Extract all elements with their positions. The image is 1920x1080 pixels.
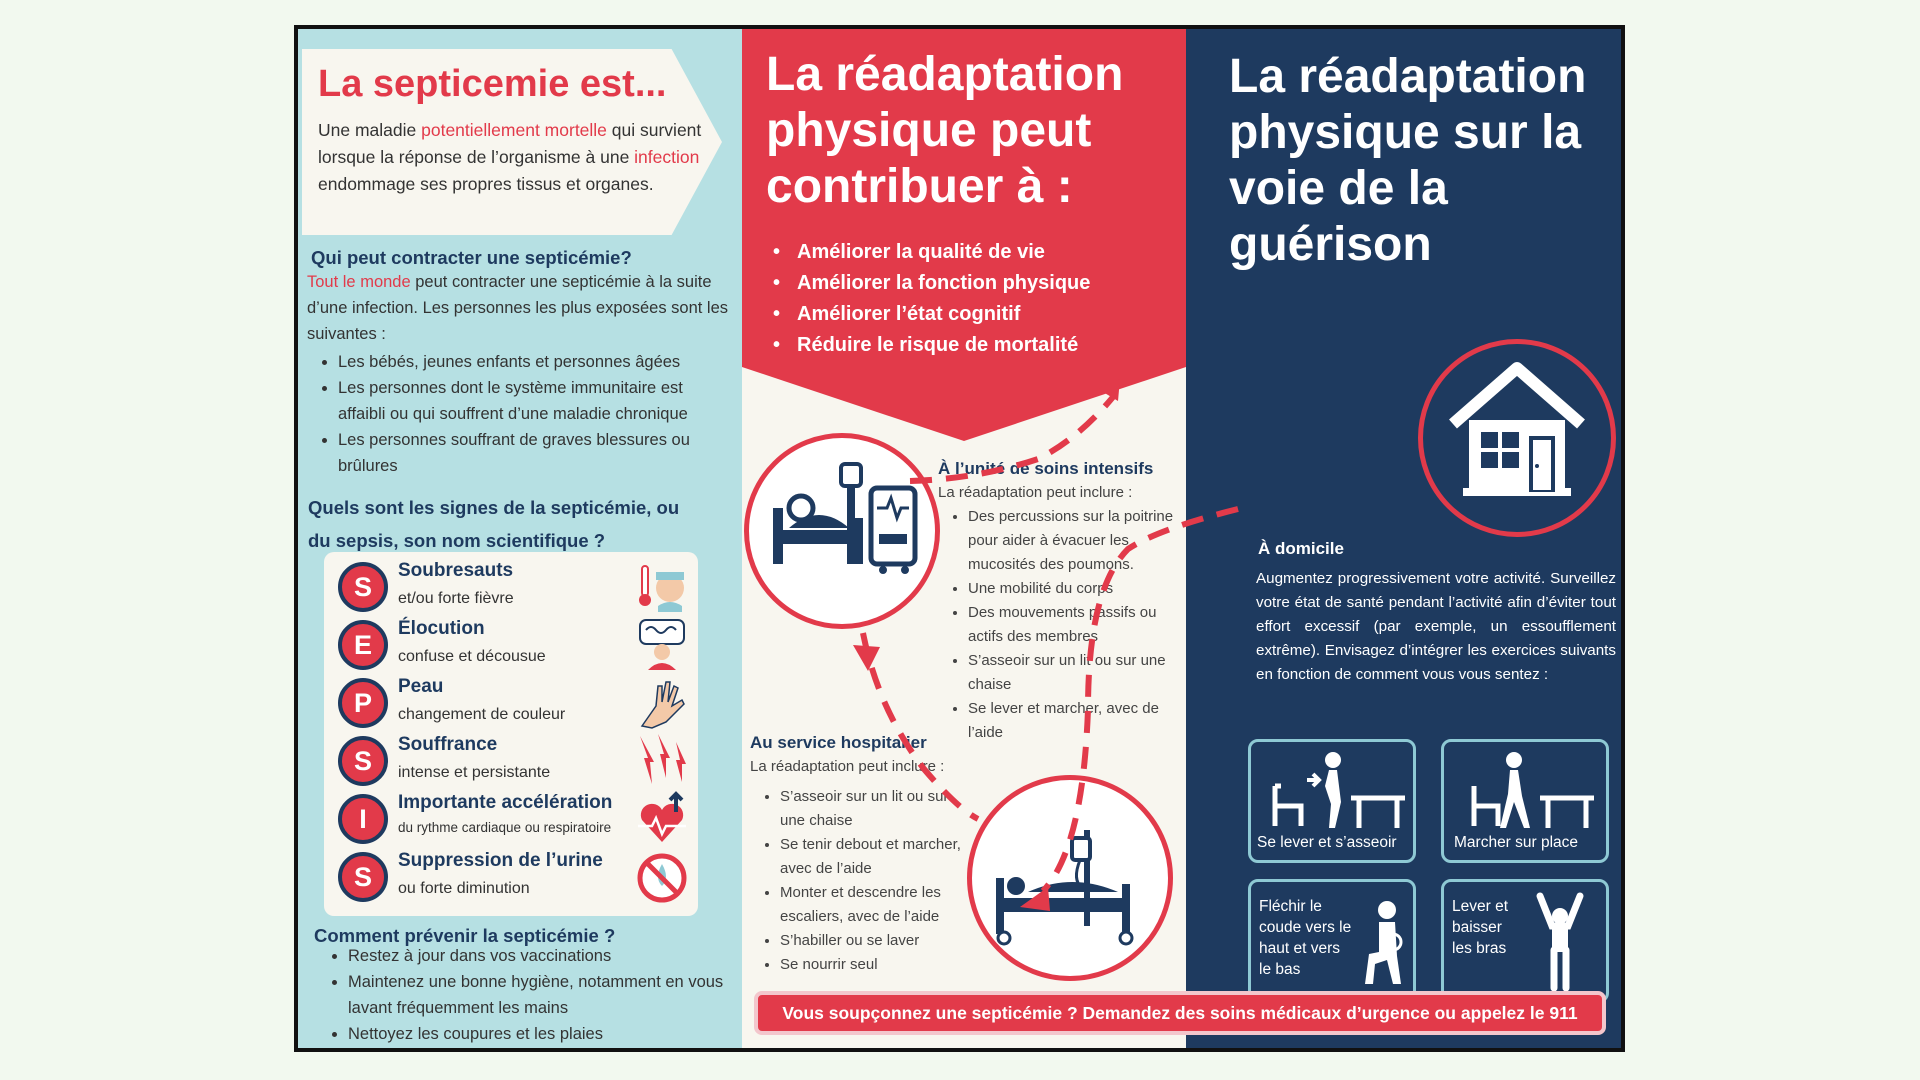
exercise-label: Lever et baisser les bras <box>1452 898 1509 957</box>
sepsis-subtitle: confuse et décousue <box>398 648 546 665</box>
benefit-item: • Améliorer l’état cognitif <box>797 299 1090 330</box>
exercise-label: Fléchir le coude vers le haut et vers le bas <box>1259 898 1352 978</box>
exercise-label: Se lever et s’asseoir <box>1257 834 1397 851</box>
list-item: • Restez à jour dans vos vaccinations <box>348 943 735 969</box>
list-item: • S’asseoir sur un lit ou sur une chaise <box>780 785 966 833</box>
list-item: • Se tenir debout et marcher, avec de l’aide <box>780 833 966 881</box>
benefit-item: • Améliorer la qualité de vie <box>797 237 1090 268</box>
sepsis-letter: P <box>338 678 388 728</box>
home-heading: À domicile <box>1258 539 1344 558</box>
sepsis-subtitle: et/ou forte fièvre <box>398 590 514 607</box>
sepsis-letter: E <box>338 620 388 670</box>
list-item: • Des percussions sur la poitrine pour aider à évacuer les mucosités des poumons. <box>968 505 1182 577</box>
journey-path <box>298 29 1625 1052</box>
definition-text: Une maladie potentiellement mortelle qui survient lorsque la réponse de l’organisme à une infection endommage ses propres tissus et organes. <box>318 120 702 194</box>
ward-heading: Au service hospitalier <box>750 733 927 752</box>
list-item: • Les bébés, jeunes enfants et personnes âgées <box>338 349 730 375</box>
icu-intro: La réadaptation peut inclure : <box>938 484 1133 501</box>
sepsis-letter: I <box>338 794 388 844</box>
sepsis-title: Élocution <box>398 618 485 639</box>
who-text: Tout le monde peut contracter une septicémie à la suite d’une infection. Les personnes les plus exposées sont les suivantes : <box>307 273 729 343</box>
list-item: • Se lever et marcher, avec de l’aide <box>968 697 1182 745</box>
ward-intro: La réadaptation peut inclure : <box>750 758 945 775</box>
sepsis-title: Soubresauts <box>398 560 514 581</box>
sepsis-subtitle: ou forte diminution <box>398 880 530 897</box>
sepsis-title: Importante accélération <box>398 792 613 813</box>
sepsis-title: Souffrance <box>398 734 498 755</box>
sepsis-subtitle: du rythme cardiaque ou respiratoire <box>398 820 612 835</box>
list-item: • Une mobilité du corps <box>968 577 1182 601</box>
sepsis-letter: S <box>338 736 388 786</box>
list-item: • Se nourrir seul <box>780 953 966 977</box>
list-item: • Monter et descendre les escaliers, avec de l’aide <box>780 881 966 929</box>
who-heading: Qui peut contracter une septicémie? <box>311 247 632 268</box>
list-item: • Les personnes dont le système immunitaire est affaibli ou qui souffrent d’une maladie chronique <box>338 375 730 427</box>
benefit-item: • Améliorer la fonction physique <box>797 268 1090 299</box>
list-item: • Maintenez une bonne hygiène, notamment en vous lavant fréquemment les mains <box>348 969 735 1021</box>
prevent-heading: Comment prévenir la septicémie ? <box>314 925 616 946</box>
list-item: • Des mouvements passifs ou actifs des membres <box>968 601 1182 649</box>
signs-heading-1: Quels sont les signes de la septicémie, ou <box>308 497 680 518</box>
sepsis-letter: S <box>338 562 388 612</box>
home-text: Augmentez progressivement votre activité. Surveillez votre état de santé pendant l’activité afin d’éviter tout effort excessif (par exemple, un essoufflement extrême). Envisagez d’intégrer les exercices suivants en fonction de comment vous vous sentez : <box>1256 570 1616 683</box>
list-item: • S’asseoir sur un lit ou sur une chaise <box>968 649 1182 697</box>
emergency-banner: Vous soupçonnez une septicémie ? Demandez des soins médicaux d’urgence ou appelez le 911 <box>754 991 1606 1035</box>
definition-title: La septicemie est... <box>318 63 667 105</box>
sepsis-letter: S <box>338 852 388 902</box>
list-item: • Les personnes souffrant de graves blessures ou brûlures <box>338 427 730 479</box>
signs-heading-2: du sepsis, son nom scientifique ? <box>308 530 606 551</box>
sepsis-title: Peau <box>398 676 444 697</box>
list-item: • S’habiller ou se laver <box>780 929 966 953</box>
infographic-poster <box>294 25 1625 1052</box>
benefit-item: • Réduire le risque de mortalité <box>797 330 1090 361</box>
icu-heading: À l’unité de soins intensifs <box>938 459 1154 478</box>
exercise-label: Marcher sur place <box>1454 834 1579 851</box>
sepsis-subtitle: changement de couleur <box>398 706 566 723</box>
list-item: • Nettoyez les coupures et les plaies <box>348 1021 735 1047</box>
right-title: La réadaptation physique sur la voie de la guérison <box>1229 50 1587 271</box>
sepsis-subtitle: intense et persistante <box>398 764 551 781</box>
middle-title: La réadaptation physique peut contribuer à : <box>766 48 1124 213</box>
sepsis-title: Suppression de l’urine <box>398 850 603 871</box>
